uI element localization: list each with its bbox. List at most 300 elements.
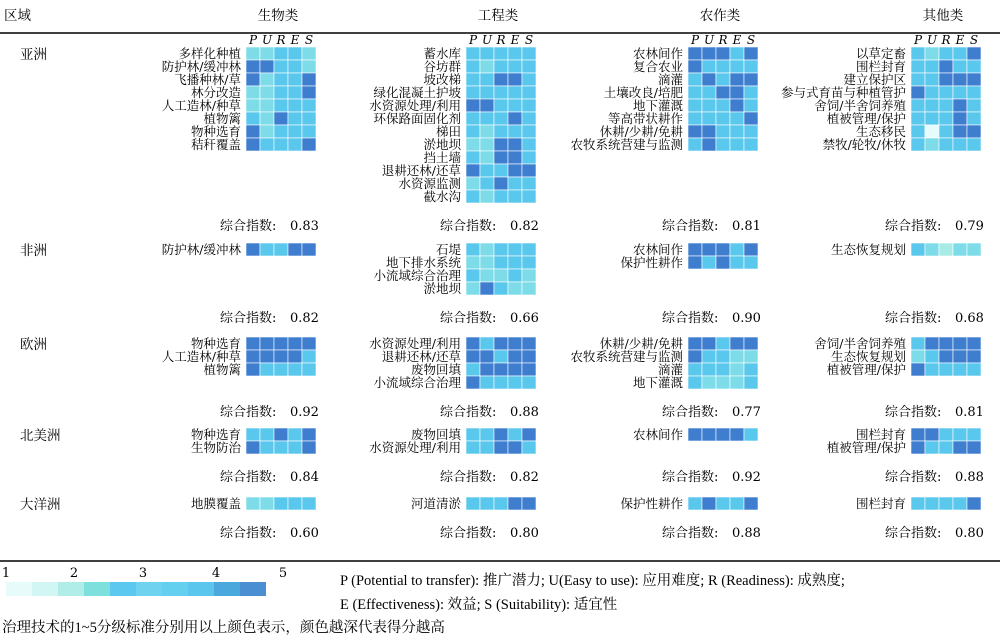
score-cell xyxy=(716,112,730,125)
score-cell xyxy=(522,243,536,256)
score-cell xyxy=(274,125,288,138)
score-cell xyxy=(466,164,480,177)
legend-swatch xyxy=(162,582,188,596)
score-letter-header: S xyxy=(304,33,314,47)
score-cell xyxy=(730,73,744,86)
score-cell xyxy=(911,125,925,138)
technology-label: 水资源处理/利用 xyxy=(369,440,461,455)
score-cell xyxy=(744,112,758,125)
score-cell xyxy=(967,243,981,256)
score-cell xyxy=(939,60,953,73)
region-label: 非洲 xyxy=(20,243,47,259)
score-cell xyxy=(494,138,508,151)
score-cell xyxy=(246,47,260,60)
score-cell xyxy=(967,350,981,363)
score-cell xyxy=(508,177,522,190)
score-cell xyxy=(494,243,508,256)
score-cell xyxy=(911,60,925,73)
technology-label: 人工造林/种草 xyxy=(161,349,241,364)
score-cell xyxy=(522,151,536,164)
score-cell xyxy=(744,337,758,350)
score-cell xyxy=(744,60,758,73)
technology-label: 土壤改良/培肥 xyxy=(603,85,683,100)
technology-label: 以草定畜 xyxy=(855,46,906,61)
score-cell xyxy=(508,256,522,269)
technology-label: 退耕还林/还草 xyxy=(381,163,461,178)
score-cell xyxy=(246,363,260,376)
score-cell xyxy=(702,99,716,112)
score-letter-header: P xyxy=(690,33,700,47)
score-cell xyxy=(925,441,939,454)
score-cell xyxy=(508,376,522,389)
score-cell xyxy=(466,269,480,282)
composite-index-label: 综合指数: xyxy=(440,405,497,420)
score-letter-header: R xyxy=(496,33,506,47)
composite-index-value: 0.80 xyxy=(955,526,984,541)
score-letter-header: P xyxy=(468,33,478,47)
score-cell xyxy=(260,73,274,86)
score-cell xyxy=(702,112,716,125)
score-cell xyxy=(480,256,494,269)
score-cell xyxy=(494,441,508,454)
score-cell xyxy=(466,99,480,112)
score-cell xyxy=(925,60,939,73)
score-cell xyxy=(730,497,744,510)
score-cell xyxy=(702,376,716,389)
score-cell xyxy=(274,243,288,256)
composite-index-value: 0.88 xyxy=(732,526,761,541)
score-cell xyxy=(480,363,494,376)
legend-swatch xyxy=(58,582,84,596)
technology-label: 水资源处理/利用 xyxy=(369,336,461,351)
score-cell xyxy=(494,428,508,441)
score-cell xyxy=(716,350,730,363)
score-cell xyxy=(744,497,758,510)
score-cell xyxy=(246,125,260,138)
score-cell xyxy=(716,376,730,389)
score-cell xyxy=(494,269,508,282)
score-cell xyxy=(911,350,925,363)
technology-label: 石堤 xyxy=(435,242,461,257)
score-cell xyxy=(953,73,967,86)
technology-label: 退耕还林/还草 xyxy=(381,349,461,364)
score-cell xyxy=(480,243,494,256)
score-letter-header: U xyxy=(481,33,493,47)
score-cell xyxy=(246,497,260,510)
score-cell xyxy=(688,112,702,125)
score-cell xyxy=(260,60,274,73)
score-cell xyxy=(494,151,508,164)
technology-label: 地膜覆盖 xyxy=(190,496,241,511)
score-cell xyxy=(288,60,302,73)
score-cell xyxy=(911,363,925,376)
score-cell xyxy=(494,337,508,350)
score-cell xyxy=(730,60,744,73)
score-cell xyxy=(688,125,702,138)
composite-index-label: 综合指数: xyxy=(885,470,942,485)
score-cell xyxy=(508,73,522,86)
score-cell xyxy=(522,177,536,190)
score-cell xyxy=(702,337,716,350)
score-cell xyxy=(925,337,939,350)
score-cell xyxy=(688,243,702,256)
score-cell xyxy=(466,60,480,73)
score-cell xyxy=(744,376,758,389)
score-cell xyxy=(953,497,967,510)
composite-index-label: 综合指数: xyxy=(885,311,942,326)
score-cell xyxy=(911,497,925,510)
score-cell xyxy=(522,363,536,376)
score-cell xyxy=(953,86,967,99)
score-cell xyxy=(466,86,480,99)
score-cell xyxy=(702,243,716,256)
score-cell xyxy=(925,47,939,60)
score-cell xyxy=(522,125,536,138)
score-cell xyxy=(522,99,536,112)
legend-swatch xyxy=(136,582,162,596)
score-cell xyxy=(939,363,953,376)
technology-label: 河道清淤 xyxy=(410,496,461,511)
score-cell xyxy=(260,441,274,454)
score-cell xyxy=(744,138,758,151)
score-cell xyxy=(716,86,730,99)
technology-label: 建立保护区 xyxy=(843,72,906,87)
score-cell xyxy=(939,47,953,60)
score-letter-header: U xyxy=(261,33,273,47)
score-cell xyxy=(925,99,939,112)
score-cell xyxy=(522,497,536,510)
region-column-header: 区域 xyxy=(4,8,31,24)
score-cell xyxy=(480,428,494,441)
composite-index-value: 0.79 xyxy=(955,219,984,234)
score-cell xyxy=(688,497,702,510)
score-cell xyxy=(939,350,953,363)
score-cell xyxy=(288,47,302,60)
score-cell xyxy=(730,112,744,125)
score-cell xyxy=(494,363,508,376)
score-letter-header: R xyxy=(276,33,286,47)
score-cell xyxy=(494,282,508,295)
score-cell xyxy=(911,337,925,350)
composite-index-label: 综合指数: xyxy=(220,526,277,541)
score-cell xyxy=(480,337,494,350)
score-cell xyxy=(716,363,730,376)
technology-label: 农林间作 xyxy=(632,46,683,61)
score-cell xyxy=(730,337,744,350)
note-line-1: P (Potential to transfer): 推广潜力; U(Easy to use): 应用难度; R (Readiness): 成熟度; xyxy=(340,573,845,589)
score-cell xyxy=(260,497,274,510)
score-cell xyxy=(911,138,925,151)
score-cell xyxy=(494,47,508,60)
score-cell xyxy=(716,125,730,138)
score-cell xyxy=(953,337,967,350)
technology-label: 小流域综合治理 xyxy=(373,375,461,390)
technology-label: 绿化混凝土护坡 xyxy=(373,85,461,100)
category-header: 农作类 xyxy=(699,8,741,24)
score-cell xyxy=(274,86,288,99)
score-cell xyxy=(260,47,274,60)
score-cell xyxy=(494,86,508,99)
score-cell xyxy=(730,125,744,138)
composite-index-value: 0.80 xyxy=(510,526,539,541)
score-cell xyxy=(302,60,316,73)
footer-note: 治理技术的1~5分级标准分别用以上颜色表示，颜色越深代表得分越高 xyxy=(2,620,445,636)
composite-index-label: 综合指数: xyxy=(440,219,497,234)
score-cell xyxy=(288,73,302,86)
score-cell xyxy=(274,497,288,510)
score-cell xyxy=(522,350,536,363)
score-cell xyxy=(494,177,508,190)
score-cell xyxy=(494,125,508,138)
technology-label: 禁牧/轮牧/休牧 xyxy=(822,137,906,152)
score-cell xyxy=(288,441,302,454)
score-cell xyxy=(939,497,953,510)
score-cell xyxy=(480,350,494,363)
technology-label: 农牧系统营建与监测 xyxy=(570,137,683,152)
score-cell xyxy=(480,86,494,99)
score-cell xyxy=(953,60,967,73)
technology-label: 人工造林/种草 xyxy=(161,98,241,113)
score-cell xyxy=(274,47,288,60)
score-cell xyxy=(967,47,981,60)
score-cell xyxy=(274,428,288,441)
score-cell xyxy=(716,428,730,441)
technology-label: 谷坊群 xyxy=(423,59,461,74)
score-cell xyxy=(925,112,939,125)
score-cell xyxy=(288,99,302,112)
technology-label: 废物回填 xyxy=(410,427,461,442)
score-cell xyxy=(522,282,536,295)
technology-label: 生物防治 xyxy=(190,440,241,455)
technology-label: 坡改梯 xyxy=(423,72,461,87)
score-cell xyxy=(260,337,274,350)
score-cell xyxy=(494,350,508,363)
technology-label: 等高带状耕作 xyxy=(607,111,683,126)
legend-tick-label: 2 xyxy=(69,566,79,581)
composite-index-value: 0.66 xyxy=(510,311,539,326)
score-cell xyxy=(925,497,939,510)
score-cell xyxy=(744,428,758,441)
score-cell xyxy=(716,138,730,151)
score-cell xyxy=(522,138,536,151)
score-cell xyxy=(522,47,536,60)
score-cell xyxy=(274,112,288,125)
score-cell xyxy=(688,138,702,151)
score-cell xyxy=(466,112,480,125)
technology-label: 滴灌 xyxy=(657,362,683,377)
technology-label: 梯田 xyxy=(435,124,461,139)
technology-label: 淤地坝 xyxy=(423,137,461,152)
category-header: 生物类 xyxy=(257,8,299,24)
score-cell xyxy=(939,243,953,256)
composite-index-label: 综合指数: xyxy=(220,405,277,420)
composite-index-value: 0.84 xyxy=(290,470,319,485)
score-cell xyxy=(953,363,967,376)
technology-label: 植被管理/保护 xyxy=(826,111,906,126)
composite-index-label: 综合指数: xyxy=(440,526,497,541)
score-cell xyxy=(302,99,316,112)
score-cell xyxy=(688,60,702,73)
score-cell xyxy=(702,86,716,99)
score-cell xyxy=(967,428,981,441)
score-letter-header: R xyxy=(941,33,951,47)
score-cell xyxy=(508,441,522,454)
score-cell xyxy=(508,337,522,350)
score-cell xyxy=(508,60,522,73)
score-cell xyxy=(246,99,260,112)
score-cell xyxy=(939,428,953,441)
technology-label: 农林间作 xyxy=(632,242,683,257)
score-cell xyxy=(953,243,967,256)
score-cell xyxy=(967,138,981,151)
score-cell xyxy=(702,428,716,441)
composite-index-label: 综合指数: xyxy=(662,405,719,420)
score-cell xyxy=(466,363,480,376)
technology-label: 植物篱 xyxy=(203,362,241,377)
score-cell xyxy=(302,138,316,151)
score-cell xyxy=(730,243,744,256)
score-cell xyxy=(744,47,758,60)
score-cell xyxy=(246,337,260,350)
score-cell xyxy=(953,125,967,138)
score-cell xyxy=(480,151,494,164)
score-cell xyxy=(730,363,744,376)
composite-index-label: 综合指数: xyxy=(885,219,942,234)
technology-label: 挡土墙 xyxy=(423,150,461,165)
score-cell xyxy=(967,125,981,138)
score-cell xyxy=(466,376,480,389)
score-cell xyxy=(508,47,522,60)
composite-index-value: 0.92 xyxy=(732,470,761,485)
score-cell xyxy=(522,60,536,73)
legend-tick-label: 5 xyxy=(278,566,288,581)
composite-index-label: 综合指数: xyxy=(220,311,277,326)
technology-label: 物种选育 xyxy=(190,124,241,139)
score-cell xyxy=(480,99,494,112)
score-cell xyxy=(716,256,730,269)
score-cell xyxy=(260,138,274,151)
score-cell xyxy=(246,441,260,454)
score-cell xyxy=(260,112,274,125)
technology-label: 蓄水库 xyxy=(423,46,461,61)
score-cell xyxy=(702,256,716,269)
score-cell xyxy=(702,47,716,60)
composite-index-label: 综合指数: xyxy=(662,526,719,541)
score-cell xyxy=(480,497,494,510)
technology-label: 滴灌 xyxy=(657,72,683,87)
score-cell xyxy=(480,112,494,125)
score-cell xyxy=(730,99,744,112)
technology-label: 农林间作 xyxy=(632,427,683,442)
score-cell xyxy=(466,47,480,60)
score-cell xyxy=(246,60,260,73)
score-cell xyxy=(480,125,494,138)
technology-label: 舍饲/半舍饲养殖 xyxy=(814,98,906,113)
score-cell xyxy=(288,112,302,125)
technology-label: 生态恢复规划 xyxy=(830,349,906,364)
score-cell xyxy=(480,47,494,60)
score-cell xyxy=(967,73,981,86)
score-cell xyxy=(246,138,260,151)
score-letter-header: S xyxy=(524,33,534,47)
score-cell xyxy=(702,497,716,510)
score-cell xyxy=(967,441,981,454)
score-cell xyxy=(302,112,316,125)
score-cell xyxy=(967,112,981,125)
composite-index-value: 0.77 xyxy=(732,405,761,420)
score-cell xyxy=(508,243,522,256)
score-cell xyxy=(911,428,925,441)
score-cell xyxy=(925,428,939,441)
score-cell xyxy=(246,112,260,125)
score-cell xyxy=(246,350,260,363)
score-cell xyxy=(508,164,522,177)
score-letter-header: S xyxy=(969,33,979,47)
score-cell xyxy=(939,112,953,125)
legend-tick-label: 1 xyxy=(1,566,11,581)
score-cell xyxy=(730,256,744,269)
score-cell xyxy=(480,269,494,282)
technology-label: 生态移民 xyxy=(855,124,906,139)
score-cell xyxy=(508,112,522,125)
score-cell xyxy=(466,441,480,454)
score-cell xyxy=(302,125,316,138)
legend-swatch xyxy=(214,582,240,596)
score-cell xyxy=(494,73,508,86)
score-cell xyxy=(688,99,702,112)
score-cell xyxy=(494,112,508,125)
technology-label: 多样化种植 xyxy=(178,46,241,61)
score-cell xyxy=(260,350,274,363)
score-cell xyxy=(302,73,316,86)
technology-label: 环保路面固化剂 xyxy=(373,111,461,126)
technology-label: 植物篱 xyxy=(203,111,241,126)
score-cell xyxy=(508,190,522,203)
score-letter-header: U xyxy=(926,33,938,47)
region-label: 欧洲 xyxy=(20,337,47,353)
score-cell xyxy=(508,99,522,112)
composite-index-value: 0.92 xyxy=(290,405,319,420)
score-cell xyxy=(967,60,981,73)
composite-index-value: 0.82 xyxy=(510,219,539,234)
score-cell xyxy=(522,190,536,203)
score-cell xyxy=(246,428,260,441)
score-cell xyxy=(274,363,288,376)
technology-label: 围栏封育 xyxy=(855,59,906,74)
score-cell xyxy=(288,497,302,510)
score-cell xyxy=(494,256,508,269)
score-letter-header: E xyxy=(955,33,965,47)
score-cell xyxy=(260,243,274,256)
score-cell xyxy=(925,73,939,86)
score-cell xyxy=(953,112,967,125)
score-cell xyxy=(688,86,702,99)
score-cell xyxy=(508,138,522,151)
score-cell xyxy=(480,60,494,73)
technology-label: 防护林/缓冲林 xyxy=(161,242,241,257)
score-cell xyxy=(302,441,316,454)
score-cell xyxy=(494,497,508,510)
composite-index-label: 综合指数: xyxy=(440,470,497,485)
score-cell xyxy=(925,363,939,376)
technology-label: 废物回填 xyxy=(410,362,461,377)
score-cell xyxy=(522,73,536,86)
composite-index-label: 综合指数: xyxy=(885,526,942,541)
score-cell xyxy=(508,428,522,441)
composite-index-label: 综合指数: xyxy=(662,311,719,326)
score-cell xyxy=(508,86,522,99)
score-cell xyxy=(508,269,522,282)
